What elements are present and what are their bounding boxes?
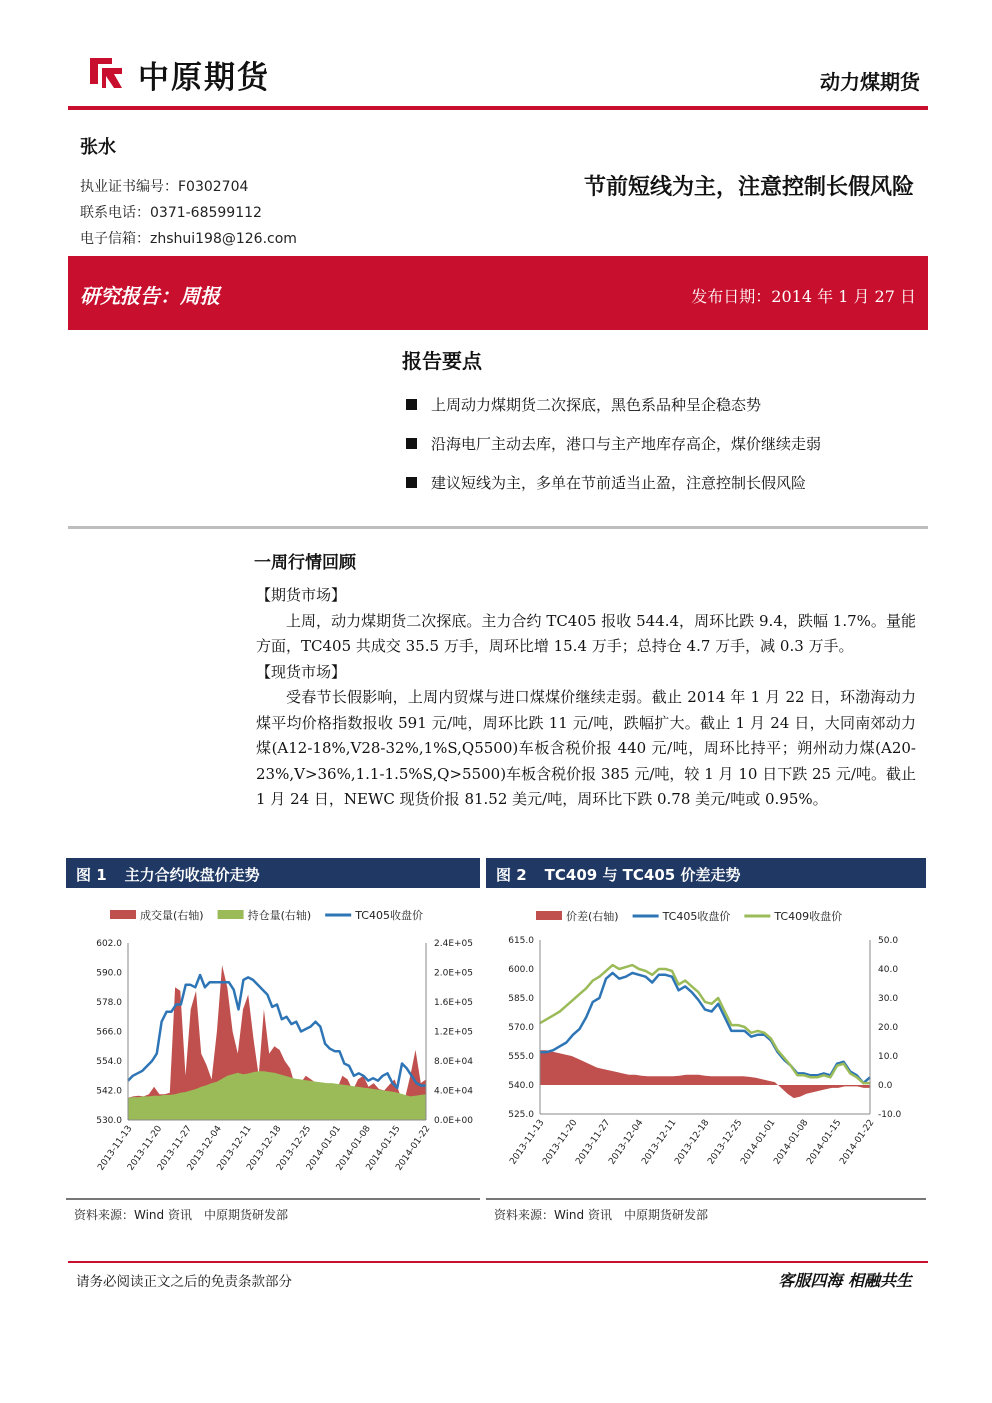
x-tick-label: 2013-12-04 bbox=[607, 1117, 646, 1167]
key-points-title: 报告要点 bbox=[402, 349, 482, 373]
legend-label: 持仓量(右轴) bbox=[247, 909, 312, 922]
y-tick-label: 530.0 bbox=[96, 1116, 122, 1126]
figure-1-body bbox=[66, 888, 480, 1198]
x-tick-label: 2013-12-18 bbox=[245, 1123, 284, 1173]
x-tick-label: 2013-12-04 bbox=[185, 1123, 224, 1173]
key-point-item: 建议短线为主，多单在节前适当止盈，注意控制长假风险 bbox=[406, 472, 806, 493]
x-tick-label: 2013-12-18 bbox=[673, 1117, 712, 1167]
figure-2-number: 图 2 bbox=[496, 866, 527, 884]
y-tick-label: 525.0 bbox=[508, 1110, 534, 1120]
report-section: 动力煤期货 bbox=[820, 70, 920, 94]
figure-1-number: 图 1 bbox=[76, 866, 107, 884]
x-tick-label: 2013-11-27 bbox=[155, 1123, 195, 1173]
key-point-item: 上周动力煤期货二次探底，黑色系品种呈企稳态势 bbox=[406, 394, 761, 415]
y2-tick-label: 1.2E+05 bbox=[434, 1027, 473, 1038]
section-divider bbox=[68, 526, 928, 529]
y-tick-label: 554.0 bbox=[96, 1057, 122, 1067]
y-tick-label: 615.0 bbox=[508, 936, 534, 946]
report-type-band bbox=[68, 256, 928, 330]
y-tick-label: 590.0 bbox=[96, 968, 122, 979]
y-tick-label: 578.0 bbox=[96, 998, 122, 1008]
x-tick-label: 2014-01-22 bbox=[838, 1117, 877, 1167]
figure-1-source: 资料来源：Wind 资讯 中原期货研发部 bbox=[74, 1208, 288, 1222]
figure-1-header bbox=[66, 858, 480, 888]
y2-tick-label: 4.0E+04 bbox=[434, 1086, 473, 1097]
publish-date: 发布日期：2014 年 1 月 27 日 bbox=[691, 287, 916, 306]
bullet-square-icon bbox=[406, 438, 417, 449]
company-slogan: 客服四海 相融共生 bbox=[778, 1271, 912, 1290]
figure-2-body bbox=[486, 888, 926, 1198]
legend-swatch bbox=[218, 910, 244, 919]
key-point-item: 沿海电厂主动去库，港口与主产地库存高企，煤价继续走弱 bbox=[406, 433, 821, 454]
y2-tick-label: 30.0 bbox=[878, 994, 899, 1004]
x-tick-label: 2013-11-20 bbox=[541, 1117, 580, 1167]
legend-label: TC405收盘价 bbox=[355, 909, 423, 922]
x-tick-label: 2014-01-08 bbox=[772, 1117, 811, 1167]
author-cert: 执业证书编号：F0302704 bbox=[80, 179, 249, 195]
y2-tick-label: 10.0 bbox=[878, 1052, 899, 1062]
y-tick-label: 555.0 bbox=[508, 1052, 534, 1062]
company-logo-icon bbox=[86, 52, 126, 92]
x-tick-label: 2013-11-13 bbox=[96, 1123, 135, 1173]
author-name: 张水 bbox=[80, 137, 116, 158]
x-tick-label: 2013-12-25 bbox=[275, 1123, 314, 1173]
y-tick-label: 602.0 bbox=[96, 939, 122, 949]
report-type: 研究报告：周报 bbox=[80, 284, 220, 308]
legend-label: 成交量(右轴) bbox=[140, 909, 204, 922]
x-tick-label: 2014-01-15 bbox=[364, 1123, 403, 1173]
x-tick-label: 2013-12-25 bbox=[706, 1117, 745, 1167]
y2-tick-label: 2.4E+05 bbox=[434, 939, 473, 949]
y-tick-label: 542.0 bbox=[96, 1086, 122, 1097]
legend-swatch bbox=[536, 911, 562, 920]
y-tick-label: 540.0 bbox=[508, 1081, 534, 1091]
x-tick-label: 2014-01-15 bbox=[805, 1117, 844, 1167]
y-tick-label: 566.0 bbox=[96, 1027, 122, 1038]
legend-label: 价差(右轴) bbox=[566, 910, 619, 923]
y2-tick-label: 20.0 bbox=[878, 1023, 899, 1033]
review-body bbox=[256, 583, 916, 813]
x-tick-label: 2014-01-22 bbox=[394, 1123, 433, 1173]
x-tick-label: 2014-01-08 bbox=[334, 1123, 373, 1173]
y2-tick-label: 8.0E+04 bbox=[434, 1057, 473, 1067]
x-tick-label: 2013-12-11 bbox=[215, 1123, 254, 1173]
company-logo-text: 中原期货 bbox=[138, 60, 270, 96]
y-tick-label: 585.0 bbox=[508, 994, 534, 1004]
figure-1 bbox=[66, 858, 480, 1200]
disclaimer-note: 请务必阅读正文之后的免责条款部分 bbox=[76, 1274, 292, 1290]
legend-label: TC405收盘价 bbox=[662, 910, 731, 923]
chart-1 bbox=[66, 888, 480, 1198]
legend-label: TC409收盘价 bbox=[774, 910, 843, 923]
bullet-square-icon bbox=[406, 399, 417, 410]
x-tick-label: 2013-11-13 bbox=[508, 1117, 547, 1167]
y2-tick-label: 2.0E+05 bbox=[434, 968, 473, 979]
x-tick-label: 2013-11-27 bbox=[574, 1117, 613, 1167]
author-email: 电子信箱：zhshui198@126.com bbox=[80, 231, 297, 247]
figure-1-title: 主力合约收盘价走势 bbox=[124, 866, 260, 884]
y2-tick-label: 1.6E+05 bbox=[434, 998, 473, 1008]
figure-2-source: 资料来源：Wind 资讯 中原期货研发部 bbox=[494, 1208, 708, 1222]
top-divider bbox=[68, 106, 928, 110]
chart-2 bbox=[486, 888, 926, 1198]
legend-swatch bbox=[110, 910, 136, 919]
futures-heading: 【期货市场】 bbox=[256, 586, 347, 604]
y-tick-label: 570.0 bbox=[508, 1023, 534, 1033]
x-tick-label: 2013-11-20 bbox=[126, 1123, 165, 1173]
futures-paragraph: 上周，动力煤期货二次探底。主力合约 TC405 报收 544.4，周环比跌 9.4，跌幅 1.7%。量能方面，TC405 共成交 35.5 万手，周环比增 15.4 万手；总持仓 4.7 万手，减 0.3 万手。 bbox=[256, 611, 916, 655]
spot-heading: 【现货市场】 bbox=[256, 662, 347, 681]
spot-paragraph: 受春节长假影响，上周内贸煤与进口煤煤价继续走弱。截止 2014 年 1 月 22 日，环渤海动力煤平均价格指数报收 591 元/吨，周环比跌 11 元/吨，跌幅扩大。截止 1 月 24 日，大同南郊动力煤(A12-18%,V28-32%,1%S,Q5500)车板含税价报 440 元/吨，周环比持平；朔州动力煤(A20-23%,V>36%,1.1-1.5%S,Q>5500)车板含税价报 385 元/吨，较 1 月 10 日下跌 25 元/吨。截止 1 月 24 日，NEWC 现货价报 81.52 美元/吨，周环比下跌 0.78 美元/吨或 0.95%。 bbox=[256, 688, 916, 808]
y2-tick-label: 50.0 bbox=[878, 936, 899, 946]
review-title: 一周行情回顾 bbox=[254, 553, 356, 573]
figure-2-title: TC409 与 TC405 价差走势 bbox=[544, 866, 741, 884]
y2-tick-label: 0.0 bbox=[878, 1081, 893, 1091]
figure-2 bbox=[486, 858, 926, 1200]
x-tick-label: 2014-01-01 bbox=[739, 1117, 778, 1167]
y2-tick-label: 0.0E+00 bbox=[434, 1116, 473, 1126]
y2-tick-label: -10.0 bbox=[878, 1110, 902, 1120]
report-headline: 节前短线为主，注意控制长假风险 bbox=[583, 174, 914, 200]
figure-2-header bbox=[486, 858, 926, 888]
x-tick-label: 2014-01-01 bbox=[304, 1123, 344, 1173]
x-tick-label: 2013-12-11 bbox=[640, 1117, 679, 1167]
footer-divider bbox=[68, 1261, 928, 1263]
author-phone: 联系电话：0371-68599112 bbox=[80, 205, 262, 221]
bullet-square-icon bbox=[406, 477, 417, 488]
y2-tick-label: 40.0 bbox=[878, 965, 899, 975]
y-tick-label: 600.0 bbox=[508, 965, 534, 975]
